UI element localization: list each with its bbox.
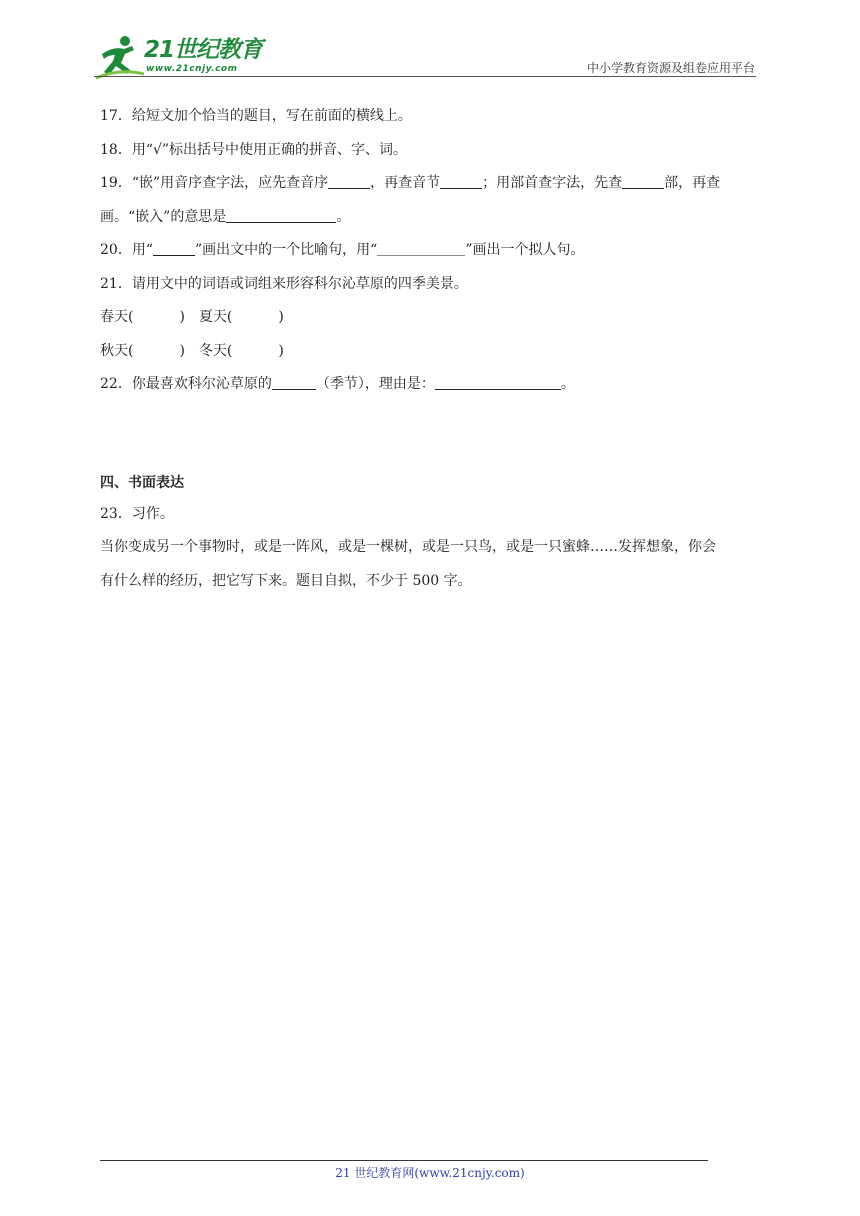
- document-content: [100, 100, 762, 598]
- writing-prompt-line2: 有什么样的经历，把它写下来。题目自拟，不少于 500 字。: [100, 572, 472, 589]
- footer-divider: [100, 1160, 708, 1161]
- section-gap: [100, 402, 762, 469]
- question-17: 17．给短文加个恰当的题目，写在前面的横线上。: [100, 108, 412, 124]
- question-18: 18．用“√”标出括号中使用正确的拼音、字、词。: [100, 141, 408, 158]
- question-22: [100, 368, 762, 402]
- season-row-2: [100, 335, 762, 369]
- question-23: 23．习作。: [100, 505, 174, 522]
- answer-blank-meaning[interactable]: [226, 208, 336, 223]
- logo-url: www.21cnjy.com: [146, 64, 238, 74]
- spring-close: ): [179, 309, 185, 325]
- runner-logo-icon: [94, 34, 146, 80]
- q22-text-2: （季节），理由是：: [315, 376, 435, 392]
- q22-text-1: 22．你最喜欢科尔沁草原的: [100, 376, 272, 392]
- autumn-close: ): [179, 342, 185, 359]
- page-header: [0, 0, 860, 90]
- section-4-title: 四、书面表达: [100, 474, 184, 491]
- question-19-line2: [100, 201, 762, 235]
- answer-blank-season[interactable]: [272, 375, 316, 390]
- summer-close: ): [278, 309, 284, 325]
- question-20: [100, 234, 762, 268]
- q19-text-6: 。: [336, 208, 351, 225]
- q20-text-3: ”画出一个拟人句。: [465, 242, 585, 258]
- spring-label: 春天(: [100, 309, 134, 325]
- winter-label: 冬天(: [198, 342, 233, 359]
- footer-link[interactable]: 21 世纪教育网(www.21cnjy.com): [335, 1166, 525, 1180]
- q20-text-2: ”画出文中的一个比喻句，用“: [194, 242, 378, 258]
- season-row-1: [100, 301, 762, 335]
- writing-prompt-line1: 当你变成另一个事物时，或是一阵风，或是一棵树，或是一只鸟，或是一只蜜蜂……发挥想象，你会: [100, 539, 716, 555]
- thin-line-sample: [377, 241, 465, 256]
- header-divider: [94, 76, 756, 77]
- site-logo[interactable]: [94, 34, 264, 80]
- answer-blank-yinxu[interactable]: [328, 174, 370, 189]
- question-21: 21．请用文中的词语或词组来形容科尔沁草原的四季美景。: [100, 275, 468, 292]
- answer-blank-bushou[interactable]: [622, 174, 664, 189]
- q19-text-4: 部，再查: [664, 175, 721, 191]
- q20-text-1: 20．用“: [100, 242, 153, 258]
- q22-text-3: 。: [560, 376, 575, 392]
- autumn-label: 秋天(: [100, 342, 134, 359]
- answer-blank-yinjie[interactable]: [440, 174, 482, 189]
- q19-text-5: 画。“嵌入”的意思是: [100, 208, 227, 225]
- q19-text-1: 19．“嵌”用音序查字法，应先查音序: [100, 175, 329, 191]
- header-platform-text: 中小学教育资源及组卷应用平台: [586, 61, 755, 75]
- solid-line-sample: [153, 241, 195, 256]
- q19-text-2: ，再查音节: [370, 175, 441, 191]
- question-19-line1: [100, 167, 762, 201]
- q19-text-3: ；用部首查字法，先查: [482, 175, 623, 191]
- summer-label: 夏天(: [198, 309, 233, 325]
- winter-close: ): [278, 342, 284, 359]
- logo-text: 21世纪教育: [144, 37, 263, 63]
- answer-blank-reason[interactable]: [435, 375, 561, 390]
